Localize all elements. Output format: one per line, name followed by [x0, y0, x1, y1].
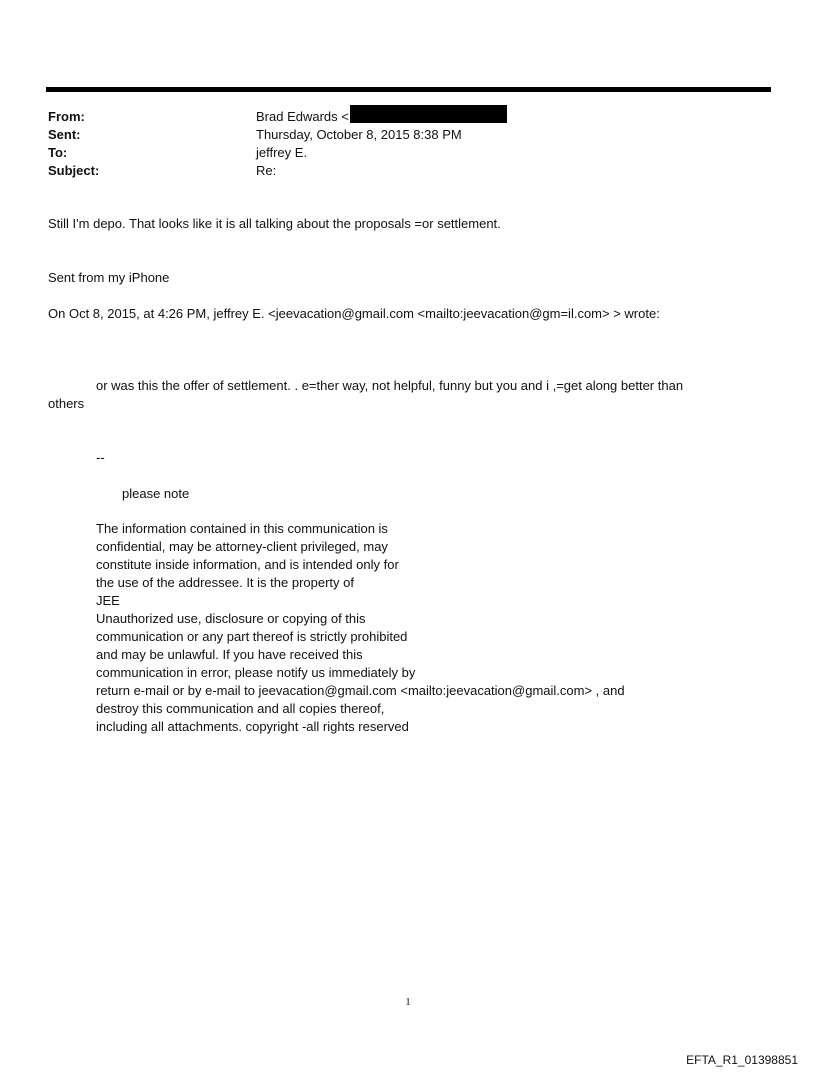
signature-separator: -- — [96, 450, 105, 465]
header-rule — [46, 87, 771, 92]
disclaimer-line: destroy this communication and all copies thereof, — [96, 701, 385, 716]
disclaimer-line: the use of the addressee. It is the property of — [96, 575, 354, 590]
please-note-text: please note — [122, 486, 190, 501]
quote-intro: On Oct 8, 2015, at 4:26 PM, jeffrey E. <jeevacation@gmail.com <mailto:jeevacation@gm=il.com> > wrote: — [48, 306, 660, 321]
disclaimer-line: communication in error, please notify us immediately by — [96, 665, 416, 680]
redaction-box — [350, 105, 507, 123]
signature-text: Sent from my iPhone — [48, 270, 170, 285]
page-number: 1 — [405, 996, 411, 1008]
to-label: To: — [48, 145, 68, 160]
from-value: Brad Edwards < — [256, 109, 349, 124]
disclaimer-line: constitute inside information, and is intended only for — [96, 557, 399, 572]
sent-value: Thursday, October 8, 2015 8:38 PM — [256, 127, 462, 142]
subject-label: Subject: — [48, 163, 100, 178]
disclaimer-line: including all attachments. copyright -all rights reserved — [96, 719, 409, 734]
disclaimer-line: and may be unlawful. If you have received this — [96, 647, 363, 662]
disclaimer-block — [96, 520, 625, 736]
quoted-line-2: others — [48, 396, 85, 411]
from-label: From: — [48, 109, 85, 124]
sent-label: Sent: — [48, 127, 81, 142]
disclaimer-line: Unauthorized use, disclosure or copying of this — [96, 611, 366, 626]
disclaimer-line: return e-mail or by e-mail to jeevacation@gmail.com <mailto:jeevacation@gmail.com> , and — [96, 683, 625, 698]
to-value: jeffrey E. — [256, 145, 308, 160]
disclaimer-line: The information contained in this communication is — [96, 521, 388, 536]
disclaimer-line: confidential, may be attorney-client privileged, may — [96, 539, 388, 554]
quoted-line-1: or was this the offer of settlement. . e=ther way, not helpful, funny but you and i ,=get along better than — [96, 378, 684, 393]
document-id: EFTA_R1_01398851 — [686, 1053, 798, 1067]
disclaimer-line: communication or any part thereof is strictly prohibited — [96, 629, 408, 644]
reply-text: Still I'm depo. That looks like it is all talking about the proposals =or settlement. — [48, 216, 501, 231]
subject-value: Re: — [256, 163, 277, 178]
disclaimer-line: JEE — [96, 593, 120, 608]
